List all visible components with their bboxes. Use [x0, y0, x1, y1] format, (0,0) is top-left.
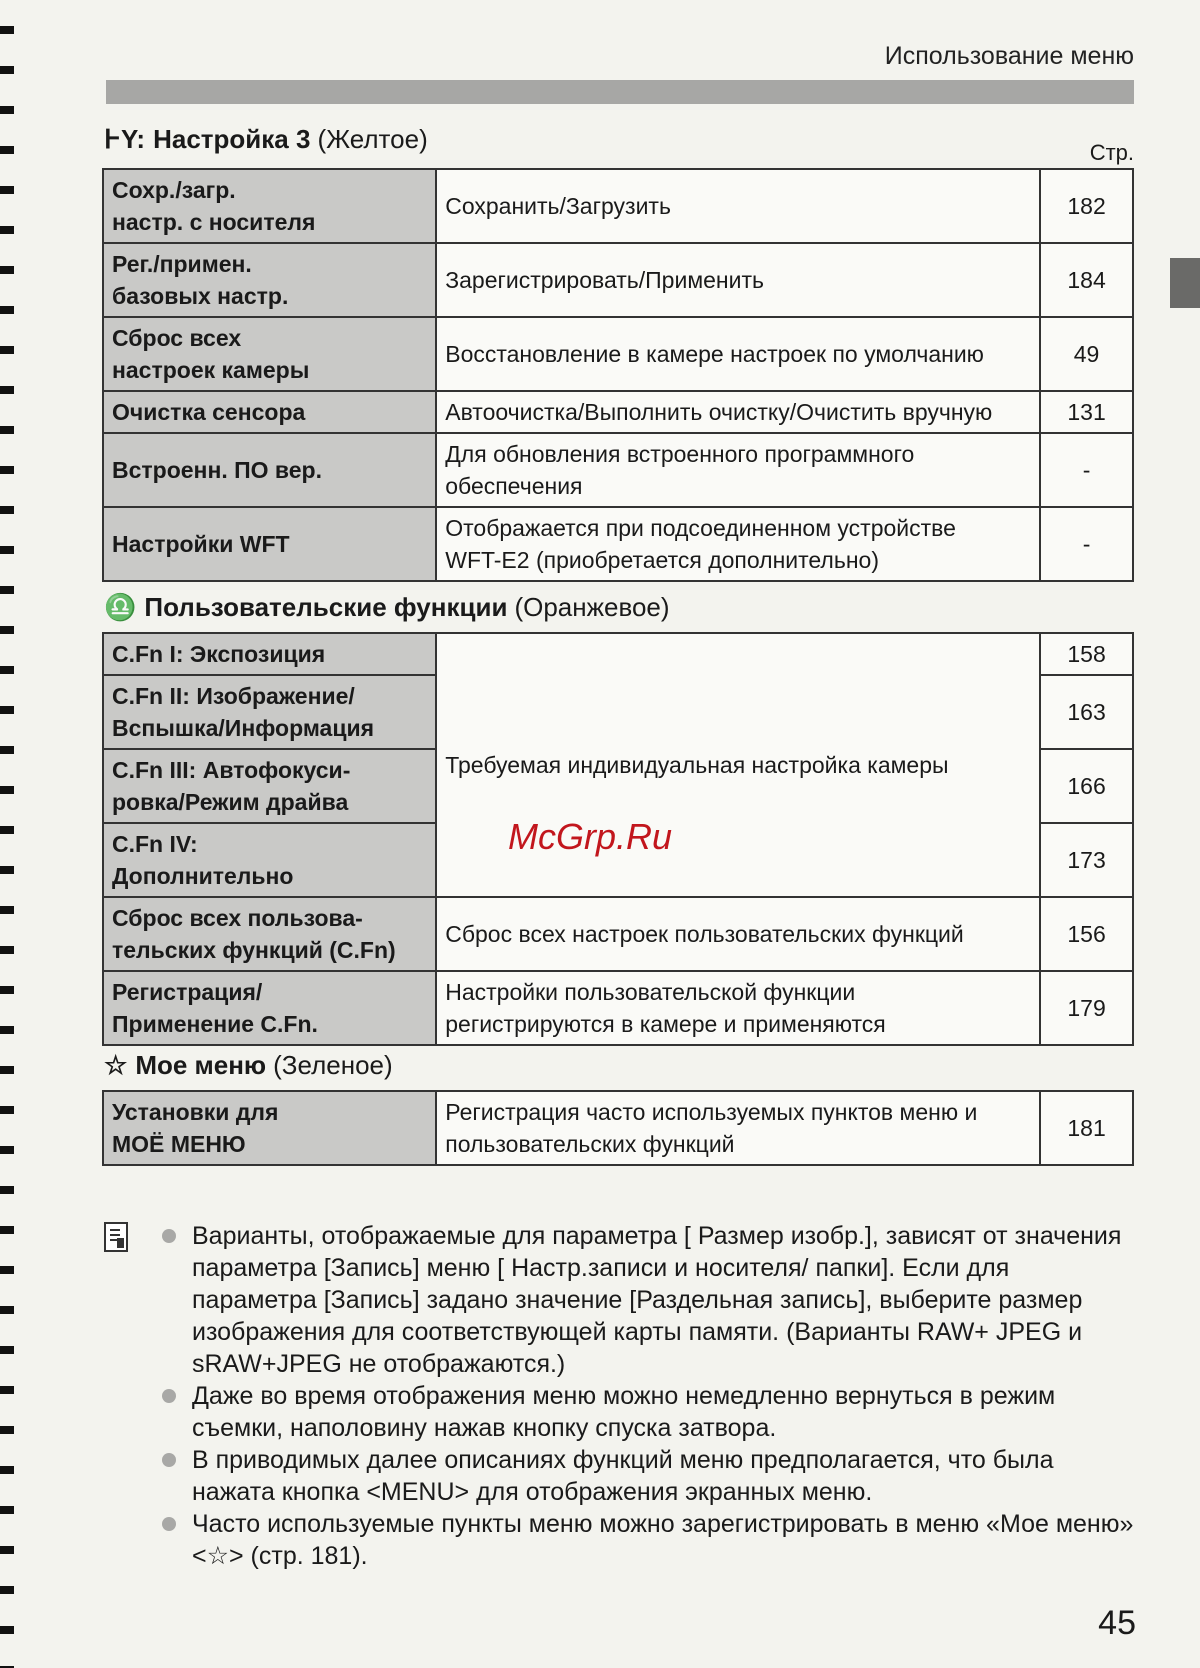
row-desc: Настройки пользовательской функции регистрируются в камере и применяются: [436, 971, 1040, 1045]
row-desc: Восстановление в камере настроек по умолчанию: [436, 317, 1040, 391]
row-page: 166: [1040, 749, 1133, 823]
table-row: [103, 317, 1133, 391]
row-name: C.Fn III: Автофокуси- ровка/Режим драйва: [103, 749, 436, 823]
section-title: Мое меню: [135, 1050, 267, 1080]
shared-desc: Требуемая индивидуальная настройка камеры: [436, 633, 1040, 897]
table-row: [103, 507, 1133, 581]
row-name: Установки для МОЁ МЕНЮ: [103, 1091, 436, 1165]
row-page: 182: [1040, 169, 1133, 243]
row-page: -: [1040, 507, 1133, 581]
section-title: Пользовательские функции: [144, 592, 508, 622]
mymenu-table: [102, 1090, 1134, 1166]
bullet-icon: [162, 1517, 176, 1531]
row-name: Настройки WFT: [103, 507, 436, 581]
table-row: [103, 169, 1133, 243]
row-page: -: [1040, 433, 1133, 507]
row-desc: Для обновления встроенного программного обеспечения: [436, 433, 1040, 507]
spiral-binding-edge: [0, 0, 14, 1668]
table-row: [103, 633, 1133, 675]
page-header-title: Использование меню: [884, 42, 1134, 70]
row-page: 158: [1040, 633, 1133, 675]
bullet-icon: [162, 1453, 176, 1467]
section-subtitle: (Оранжевое): [514, 592, 670, 622]
bullet-icon: [162, 1229, 176, 1243]
table-row: [103, 971, 1133, 1045]
list-item: Варианты, отображаемые для параметра [ Размер изобр.], зависят от значения параметра [Запись] меню [ Настр.записи и носителя/ папки]. Если для параметра [Запись] задано значение [Раздельная запись], выберите размер изображения для соответствующей карты памяти. (Варианты RAW+ JPEG и sRAW+JPEG не отображаются.): [160, 1220, 1140, 1380]
table-row: [103, 897, 1133, 971]
row-desc: Сброс всех настроек пользовательских функций: [436, 897, 1040, 971]
section-title: Настройка 3: [153, 124, 311, 154]
table-row: [103, 433, 1133, 507]
setup3-table: [102, 168, 1134, 582]
row-page: 131: [1040, 391, 1133, 433]
row-page: 184: [1040, 243, 1133, 317]
page-number: 45: [1098, 1604, 1136, 1642]
row-page: 156: [1040, 897, 1133, 971]
star-icon: ☆: [104, 1050, 128, 1080]
row-page: 173: [1040, 823, 1133, 897]
list-item: Часто используемые пункты меню можно зарегистрировать в меню «Мое меню» <☆> (стр. 181).: [160, 1508, 1140, 1572]
row-page: 179: [1040, 971, 1133, 1045]
row-desc: Автоочистка/Выполнить очистку/Очистить вручную: [436, 391, 1040, 433]
row-page: 163: [1040, 675, 1133, 749]
list-item: В приводимых далее описаниях функций меню предполагается, что была нажата кнопка <MENU> для отображения экранных меню.: [160, 1444, 1140, 1508]
note-memo-icon: [104, 1222, 128, 1252]
section-subtitle: (Желтое): [317, 124, 428, 154]
page-column-label: Стр.: [1089, 140, 1134, 165]
row-name: C.Fn II: Изображение/ Вспышка/Информация: [103, 675, 436, 749]
watermark: McGrp.Ru: [508, 816, 673, 857]
row-name: Встроенн. ПО вер.: [103, 433, 436, 507]
row-name: Рег./примен. базовых настр.: [103, 243, 436, 317]
header-divider-bar: [106, 80, 1134, 104]
bullet-icon: [162, 1389, 176, 1403]
chapter-side-tab: [1170, 258, 1200, 308]
row-name: C.Fn IV: Дополнительно: [103, 823, 436, 897]
section-heading-mymenu: [104, 1050, 393, 1081]
row-desc: Отображается при подсоединенном устройстве WFT-E2 (приобретается дополнительно): [436, 507, 1040, 581]
row-page: 49: [1040, 317, 1133, 391]
row-name: Очистка сенсора: [103, 391, 436, 433]
notes-list: [160, 1220, 1140, 1572]
row-name: Регистрация/ Применение C.Fn.: [103, 971, 436, 1045]
row-name: Сброс всех настроек камеры: [103, 317, 436, 391]
custom-function-icon: ♎: [104, 592, 137, 622]
row-name: Сохр./загр. настр. с носителя: [103, 169, 436, 243]
row-desc: Сохранить/Загрузить: [436, 169, 1040, 243]
row-page: 181: [1040, 1091, 1133, 1165]
row-name: Сброс всех пользова- тельских функций (C.Fn): [103, 897, 436, 971]
table-row: [103, 1091, 1133, 1165]
section-heading-setup3: [104, 124, 428, 155]
section-heading-custom: [104, 592, 670, 623]
setup-wrench-icon: ͰY:: [104, 124, 146, 154]
row-name: C.Fn I: Экспозиция: [103, 633, 436, 675]
section-subtitle: (Зеленое): [273, 1050, 393, 1080]
row-desc: Регистрация часто используемых пунктов меню и пользовательских функций: [436, 1091, 1040, 1165]
list-item: Даже во время отображения меню можно немедленно вернуться в режим съемки, наполовину нажав кнопку спуска затвора.: [160, 1380, 1140, 1444]
table-row: [103, 243, 1133, 317]
row-desc: Зарегистрировать/Применить: [436, 243, 1040, 317]
table-row: [103, 391, 1133, 433]
